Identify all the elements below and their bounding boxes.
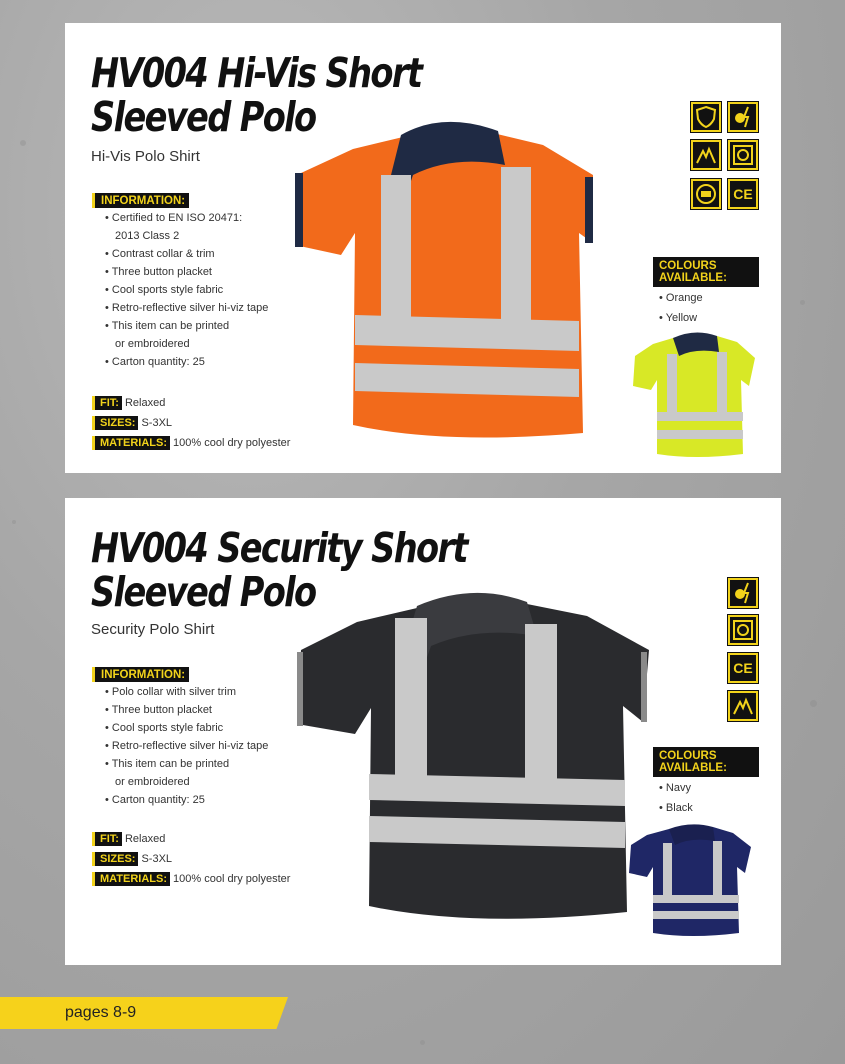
reflective-tape-band-upper bbox=[355, 315, 579, 351]
reflective-tape-band-lower bbox=[653, 911, 739, 919]
information-list bbox=[105, 209, 268, 371]
colours-label-line-2: AVAILABLE: bbox=[659, 272, 727, 284]
wash-icon bbox=[728, 615, 758, 645]
texture-speck bbox=[12, 520, 16, 524]
title-line-1: HV004 Security Short bbox=[91, 524, 467, 572]
right-sleeve-trim bbox=[585, 177, 593, 243]
sizes-label: SIZES: bbox=[92, 852, 138, 866]
reflective-tape-vertical-right bbox=[501, 167, 531, 327]
hi-vis-orange-polo-image bbox=[293, 115, 593, 445]
colours-label-line-1: COLOURS bbox=[659, 750, 717, 762]
fit-row bbox=[92, 396, 165, 410]
product-subtitle: Hi-Vis Polo Shirt bbox=[91, 148, 200, 165]
shield-icon bbox=[691, 102, 721, 132]
info-item: • Cool sports style fabric bbox=[105, 284, 224, 296]
wash-icon bbox=[728, 140, 758, 170]
reflective-tape-vertical-right bbox=[717, 352, 727, 414]
colours-available-label bbox=[653, 257, 759, 287]
sizes-value: S-3XL bbox=[141, 853, 173, 865]
info-item: or embroidered bbox=[115, 338, 190, 350]
security-black-polo-image bbox=[297, 588, 649, 928]
info-item: • Cool sports style fabric bbox=[105, 722, 224, 734]
info-item: • Certified to EN ISO 20471: bbox=[105, 212, 243, 224]
info-item: • Three button placket bbox=[105, 704, 212, 716]
information-label: INFORMATION: bbox=[92, 193, 189, 208]
shirt-body bbox=[297, 604, 649, 919]
information-label: INFORMATION: bbox=[92, 667, 189, 682]
materials-row bbox=[92, 872, 290, 886]
info-item: or embroidered bbox=[115, 776, 190, 788]
right-sleeve-trim bbox=[641, 652, 647, 722]
info-item: • This item can be printed bbox=[105, 320, 230, 332]
sizes-value: S-3XL bbox=[141, 417, 173, 429]
sun-flash-icon bbox=[728, 102, 758, 132]
colours-available-label bbox=[653, 747, 759, 777]
sizes-label: SIZES: bbox=[92, 416, 138, 430]
standard-seal-icon bbox=[691, 179, 721, 209]
reflective-tape-vertical-right bbox=[525, 624, 557, 782]
hands-icon bbox=[691, 140, 721, 170]
fit-label: FIT: bbox=[92, 396, 122, 410]
sun-flash-icon bbox=[728, 578, 758, 608]
info-item: • Retro-reflective silver hi-viz tape bbox=[105, 302, 269, 314]
reflective-tape-vertical-left bbox=[663, 843, 672, 897]
colour-option: • Yellow bbox=[659, 312, 698, 324]
texture-speck bbox=[20, 140, 26, 146]
colours-label-line-1: COLOURS bbox=[659, 260, 717, 272]
reflective-tape-vertical-left bbox=[395, 618, 427, 776]
title-line-2: Sleeved Polo bbox=[91, 93, 316, 141]
materials-label: MATERIALS: bbox=[92, 436, 170, 450]
title-line-1: HV004 Hi-Vis Short bbox=[91, 49, 422, 97]
colour-list bbox=[659, 288, 703, 328]
fit-value: Relaxed bbox=[124, 833, 166, 845]
reflective-tape-vertical-right bbox=[713, 841, 722, 897]
colour-option: • Navy bbox=[659, 782, 691, 794]
colours-label-line-2: AVAILABLE: bbox=[659, 762, 727, 774]
colour-option: • Orange bbox=[659, 292, 703, 304]
colour-option: • Black bbox=[659, 802, 693, 814]
info-item: • Contrast collar & trim bbox=[105, 248, 215, 260]
reflective-tape-band-lower bbox=[657, 430, 743, 439]
product-subtitle: Security Polo Shirt bbox=[91, 621, 215, 638]
information-list bbox=[105, 683, 268, 809]
hi-vis-yellow-polo-image bbox=[633, 330, 758, 460]
sizes-row bbox=[92, 416, 172, 430]
reflective-tape-band-lower bbox=[355, 363, 579, 397]
reflective-tape-vertical-left bbox=[667, 354, 677, 414]
security-navy-polo-image bbox=[629, 823, 754, 938]
materials-value: 100% cool dry polyester bbox=[173, 437, 291, 449]
sizes-row bbox=[92, 852, 172, 866]
info-item: • This item can be printed bbox=[105, 758, 230, 770]
left-sleeve-trim bbox=[295, 173, 303, 247]
fit-value: Relaxed bbox=[124, 397, 166, 409]
reflective-tape-band-upper bbox=[653, 895, 739, 903]
texture-speck bbox=[420, 1040, 425, 1045]
shirt-body bbox=[629, 827, 751, 936]
product-card-hi-vis bbox=[65, 23, 781, 473]
texture-speck bbox=[800, 300, 805, 305]
info-item: • Carton quantity: 25 bbox=[105, 356, 205, 368]
info-item: • Carton quantity: 25 bbox=[105, 794, 205, 806]
product-card-security bbox=[65, 498, 781, 965]
hands-icon bbox=[728, 691, 758, 721]
materials-label: MATERIALS: bbox=[92, 872, 170, 886]
title-line-2: Sleeved Polo bbox=[91, 568, 316, 616]
colour-list bbox=[659, 778, 693, 818]
info-item: • Retro-reflective silver hi-viz tape bbox=[105, 740, 269, 752]
ce-mark-icon: CE bbox=[728, 653, 758, 683]
info-item: 2013 Class 2 bbox=[115, 230, 180, 242]
texture-speck bbox=[810, 700, 817, 707]
fit-row bbox=[92, 832, 165, 846]
page-number: pages 8-9 bbox=[65, 1004, 137, 1021]
page-number-tab bbox=[0, 997, 288, 1029]
reflective-tape-band-upper bbox=[657, 412, 743, 421]
materials-value: 100% cool dry polyester bbox=[173, 873, 291, 885]
materials-row bbox=[92, 436, 290, 450]
reflective-tape-vertical-left bbox=[381, 175, 411, 325]
info-item: • Three button placket bbox=[105, 266, 212, 278]
left-sleeve-trim bbox=[297, 652, 303, 726]
ce-mark-icon: CE bbox=[728, 179, 758, 209]
info-item: • Polo collar with silver trim bbox=[105, 686, 236, 698]
fit-label: FIT: bbox=[92, 832, 122, 846]
